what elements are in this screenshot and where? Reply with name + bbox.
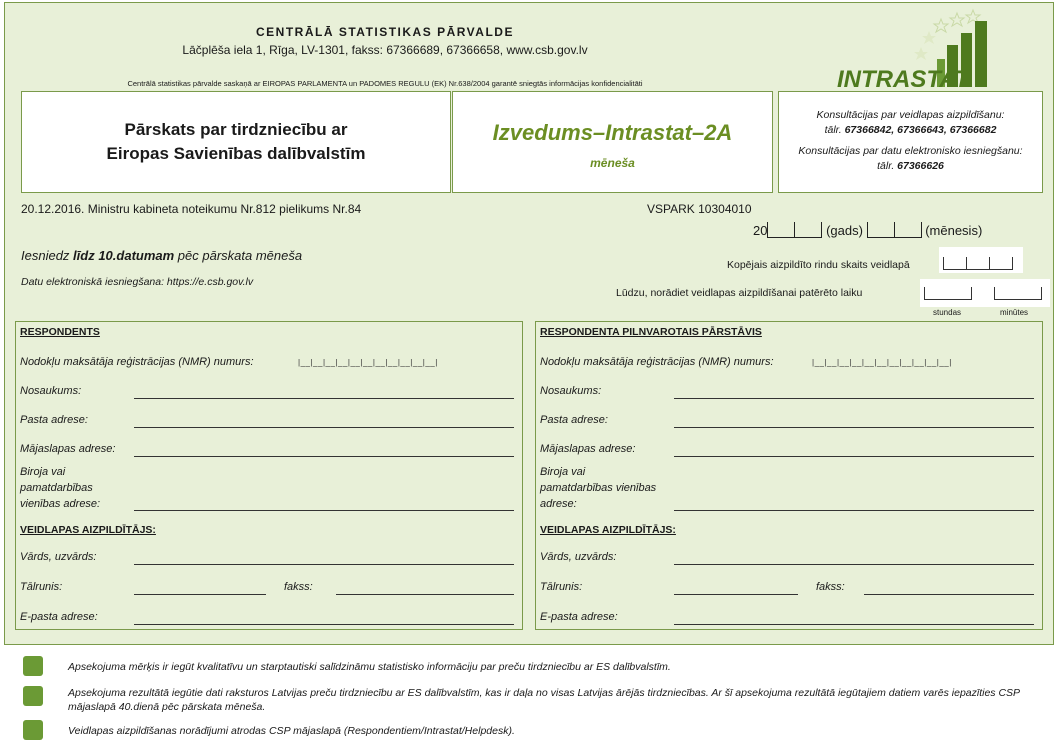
person-label: Vārds, uzvārds: bbox=[20, 551, 97, 563]
note-results: Apsekojuma rezultātā iegūtie dati raksturos Latvijas preču tirdzniecību ar ES dalībvalstīm, kas ir daļa no visas Latvijas ārējās tirdzniecības. Ar šī apsekojuma rezultātā iegūtajiem datiem varēs iepazīties CSP mājaslapā 40.dienā pēc pārskata mēneša. bbox=[68, 687, 1020, 713]
fax-input[interactable] bbox=[336, 594, 514, 595]
rep-name-input[interactable] bbox=[674, 398, 1034, 399]
respondent-section bbox=[15, 321, 523, 630]
rep-office-label: Biroja vai pamatdarbības vienības adrese: bbox=[540, 466, 657, 510]
name-input[interactable] bbox=[134, 398, 514, 399]
phone-label: Tālrunis: bbox=[20, 581, 63, 593]
rows-count-label: Kopējais aizpildīto rindu skaits veidlapā bbox=[727, 259, 910, 271]
rep-postal-label: Pasta adrese: bbox=[540, 414, 608, 426]
bullet-square-icon bbox=[23, 686, 43, 706]
intrastat-logo-icon bbox=[833, 7, 1003, 91]
nmr-label: Nodokļu maksātāja reģistrācijas (NMR) numurs: bbox=[20, 356, 254, 368]
rep-nmr-label: Nodokļu maksātāja reģistrācijas (NMR) numurs: bbox=[540, 356, 774, 368]
rep-filler-title: VEIDLAPAS AIZPILDĪTĀJS: bbox=[540, 524, 676, 536]
fax-label: fakss: bbox=[284, 581, 313, 593]
rep-person-label: Vārds, uzvārds: bbox=[540, 551, 617, 563]
phone-input[interactable] bbox=[134, 594, 266, 595]
rep-postal-input[interactable] bbox=[674, 427, 1034, 428]
electronic-submission: Datu elektroniskā iesniegšana: https://e.csb.gov.lv bbox=[21, 276, 254, 288]
rep-phone-input[interactable] bbox=[674, 594, 798, 595]
rep-fax-label: fakss: bbox=[816, 581, 845, 593]
form-sheet bbox=[4, 2, 1054, 645]
month-label: (mēnesis) bbox=[925, 223, 983, 238]
web-label: Mājaslapas adrese: bbox=[20, 443, 116, 455]
rep-web-label: Mājaslapas adrese: bbox=[540, 443, 636, 455]
rep-web-input[interactable] bbox=[674, 456, 1034, 457]
minutes-label: minūtes bbox=[1000, 308, 1029, 317]
org-address: Lāčplēša iela 1, Rīga, LV-1301, fakss: 67366689, 67366658, www.csb.gov.lv bbox=[182, 43, 588, 57]
representative-title: RESPONDENTA PILNVAROTAIS PĀRSTĀVIS bbox=[540, 326, 762, 338]
form-code: Izvedums–Intrastat–2A bbox=[492, 120, 733, 145]
note-instructions: Veidlapas aizpildīšanas norādījumi atrodas CSP mājaslapā (Respondentiem/Intrastat/Helpdesk). bbox=[68, 725, 515, 737]
web-input[interactable] bbox=[134, 456, 514, 457]
submit-deadline: Iesniedz līdz 10.datumam pēc pārskata mēneša bbox=[21, 248, 303, 263]
rep-name-label: Nosaukums: bbox=[540, 385, 602, 397]
time-spent-input[interactable] bbox=[920, 279, 1050, 307]
consult-label-1: Konsultācijas par veidlapas aizpildīšanu: bbox=[816, 109, 1005, 121]
email-label: E-pasta adrese: bbox=[20, 611, 98, 623]
office-input[interactable] bbox=[134, 510, 514, 511]
bullet-square-icon bbox=[23, 656, 43, 676]
time-spent-label: Lūdzu, norādiet veidlapas aizpildīšanai patērēto laiku bbox=[616, 287, 863, 299]
consult-label-2: Konsultācijas par datu elektronisko iesniegšanu: bbox=[798, 145, 1023, 157]
report-title-line1: Pārskats par tirdzniecību ar bbox=[124, 120, 348, 139]
vspark-code: VSPARK 10304010 bbox=[647, 202, 752, 216]
period-input[interactable]: 20 (gads) (mēnesis) bbox=[753, 223, 983, 238]
logo-text: INTRASTAT bbox=[837, 66, 970, 91]
consult-phone-2: tālr. 67366626 bbox=[877, 160, 944, 172]
consult-phone-1: tālr. 67366842, 67366643, 67366682 bbox=[824, 124, 997, 136]
respondent-title: RESPONDENTS bbox=[20, 326, 100, 338]
regulation-text: 20.12.2016. Ministru kabineta noteikumu Nr.812 pielikums Nr.84 bbox=[21, 202, 362, 216]
org-name: CENTRĀLĀ STATISTIKAS PĀRVALDE bbox=[256, 25, 514, 39]
filler-title: VEIDLAPAS AIZPILDĪTĀJS: bbox=[20, 524, 156, 536]
note-purpose: Apsekojuma mērķis ir iegūt kvalitatīvu un starptautiski salīdzināmu statistisko informāciju par preču tirdzniecību ar ES dalībvalstīm. bbox=[68, 661, 671, 673]
rep-phone-label: Tālrunis: bbox=[540, 581, 583, 593]
rep-email-label: E-pasta adrese: bbox=[540, 611, 618, 623]
report-title-line2: Eiropas Savienības dalībvalstīm bbox=[106, 144, 366, 163]
postal-label: Pasta adrese: bbox=[20, 414, 88, 426]
rep-nmr-input[interactable]: |__|__|__|__|__|__|__|__|__|__|__| bbox=[812, 358, 952, 367]
form-period: mēneša bbox=[590, 156, 635, 170]
rows-count-input[interactable] bbox=[939, 247, 1023, 273]
year-label: (gads) bbox=[826, 223, 863, 238]
office-label: Biroja vai pamatdarbības vienības adrese: bbox=[20, 466, 101, 510]
hours-label: stundas bbox=[933, 308, 962, 317]
rep-fax-input[interactable] bbox=[864, 594, 1034, 595]
consultation-box bbox=[778, 91, 1043, 193]
rep-email-input[interactable] bbox=[674, 624, 1034, 625]
name-label: Nosaukums: bbox=[20, 385, 82, 397]
bullet-square-icon bbox=[23, 720, 43, 740]
postal-input[interactable] bbox=[134, 427, 514, 428]
nmr-input[interactable]: |__|__|__|__|__|__|__|__|__|__|__| bbox=[298, 358, 438, 367]
rep-office-input[interactable] bbox=[674, 510, 1034, 511]
person-input[interactable] bbox=[134, 564, 514, 565]
form-code-box bbox=[452, 91, 773, 193]
representative-section bbox=[535, 321, 1043, 630]
email-input[interactable] bbox=[134, 624, 514, 625]
confidentiality-note: Centrālā statistikas pārvalde saskaņā ar EIROPAS PARLAMENTA un PADOMES REGULU (EK) Nr.638/2004 garantē sniegtās informācijas konfidencialitāti bbox=[127, 79, 643, 88]
report-title-box bbox=[21, 91, 451, 193]
rep-person-input[interactable] bbox=[674, 564, 1034, 565]
